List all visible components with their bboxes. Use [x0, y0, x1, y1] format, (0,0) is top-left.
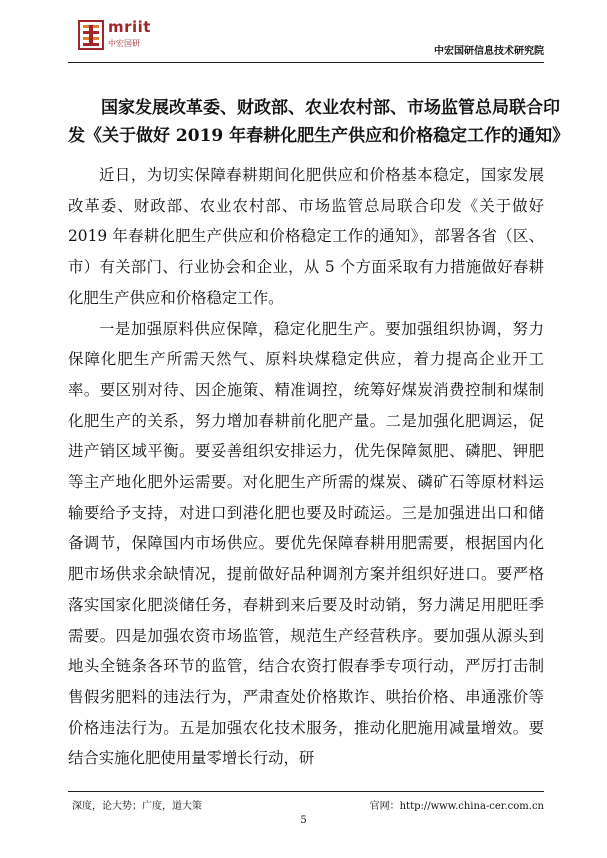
logo-text-en: mriit	[108, 18, 151, 36]
page-header	[68, 18, 544, 58]
article-body	[68, 160, 544, 774]
title-line-2: 发《关于做好 2019 年春耕化肥生产供应和价格稳定工作的通知》	[68, 126, 570, 146]
footer-divider	[68, 791, 544, 792]
logo-text-cn: 中宏国研	[108, 39, 140, 48]
logo-mark-icon	[78, 20, 104, 50]
footer-website: 官网：http://www.china-cer.com.cn	[369, 801, 544, 812]
page-number: 5	[300, 815, 307, 826]
paragraph-intro: 近日，为切实保障春耕期间化肥供应和价格基本稳定，国家发展改革委、财政部、农业农村部、市场监管总局联合印发《关于做好 2019 年春耕化肥生产供应和价格稳定工作的通知》，部署各省（区、市）有关部门、行业协会和企业，从 5 个方面采取有力措施做好春耕化肥生产供应和价格稳定工作。	[68, 166, 544, 307]
footer-slogan: 深度，论大势；广度，道大策	[72, 801, 202, 812]
article-title	[68, 94, 570, 150]
paragraph-measures: 一是加强原料供应保障，稳定化肥生产。要加强组织协调，努力保障化肥生产所需天然气、原料块煤稳定供应，着力提高企业开工率。要区别对待、因企施策、精准调控，统筹好煤炭消费控制和煤制化肥生产的关系，努力增加春耕前化肥产量。二是加强化肥调运，促进产销区域平衡。要妥善组织安排运力，优先保障氮肥、磷肥、钾肥等主产地化肥外运需要。对化肥生产所需的煤炭、磷矿石等原材料运输要给予支持，对进口到港化肥也要及时疏运。三是加强进出口和储备调节，保障国内市场供应。要优先保障春耕用肥需要，根据国内化肥市场供求余缺情况，提前做好品种调剂方案并组织好进口。要严格落实国家化肥淡储任务，春耕到来后要及时动销，努力满足用肥旺季需要。四是加强农资市场监管，规范生产经营秩序。要加强从源头到地头全链条各环节的监管，结合农资打假春季专项行动，严厉打击制售假劣肥料的违法行为，严肃查处价格欺诈、哄抬价格、串通涨价等价格违法行为。五是加强农化技术服务，推动化肥施用减量增效。要结合实施化肥使用量零增长行动，研	[68, 319, 544, 768]
title-line-1: 国家发展改革委、财政部、农业农村部、市场监管总局联合印	[101, 98, 560, 118]
organization-name: 中宏国研信息技术研究院	[434, 46, 544, 57]
header-divider	[68, 62, 544, 63]
mriit-logo	[78, 18, 158, 54]
